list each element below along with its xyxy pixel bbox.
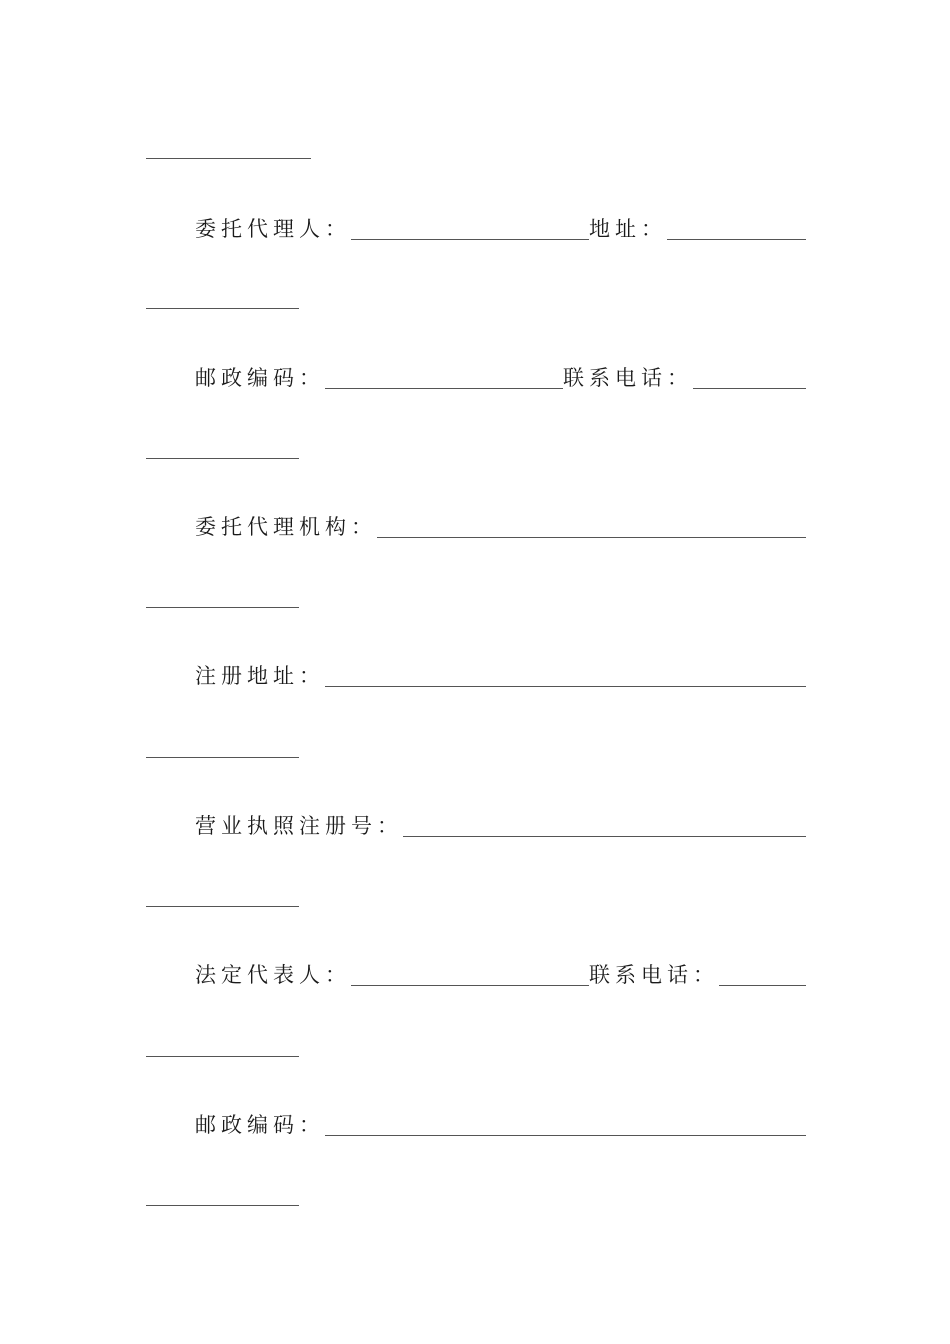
license-no-row (195, 809, 806, 839)
license-no-continuation-blank[interactable] (146, 906, 299, 907)
agent-label: 委托代理人： (195, 217, 351, 241)
address-label: 地址： (589, 217, 667, 241)
agency-row (195, 510, 806, 540)
postal-code-label: 邮政编码： (195, 366, 325, 390)
agency-label: 委托代理机构： (195, 515, 377, 539)
legal-rep-phone-label: 联系电话： (589, 963, 719, 987)
agency-blank[interactable] (377, 537, 806, 538)
agency-continuation-blank[interactable] (146, 607, 299, 608)
legal-rep-continuation-blank[interactable] (146, 1056, 299, 1057)
postal-code-2-label: 邮政编码： (195, 1113, 325, 1137)
phone-blank[interactable] (693, 388, 806, 389)
postal-phone-row (195, 361, 806, 391)
license-no-blank[interactable] (403, 836, 806, 837)
registered-address-row (195, 659, 806, 689)
address-continuation-blank[interactable] (146, 308, 299, 309)
license-no-label: 营业执照注册号： (195, 814, 403, 838)
agent-row (195, 212, 806, 242)
continuation-blank-top[interactable] (146, 158, 311, 159)
registered-address-blank[interactable] (325, 686, 806, 687)
postal-code-2-blank[interactable] (325, 1135, 806, 1136)
address-blank[interactable] (667, 239, 806, 240)
legal-rep-label: 法定代表人： (195, 963, 351, 987)
registered-address-continuation-blank[interactable] (146, 757, 299, 758)
agent-blank[interactable] (351, 239, 589, 240)
legal-rep-row (195, 958, 806, 988)
phone-label: 联系电话： (563, 366, 693, 390)
legal-rep-blank[interactable] (351, 985, 589, 986)
postal-code-2-row (195, 1108, 806, 1138)
postal-code-2-continuation-blank[interactable] (146, 1205, 299, 1206)
legal-rep-phone-blank[interactable] (719, 985, 806, 986)
postal-code-blank[interactable] (325, 388, 563, 389)
phone-continuation-blank[interactable] (146, 458, 299, 459)
registered-address-label: 注册地址： (195, 664, 325, 688)
